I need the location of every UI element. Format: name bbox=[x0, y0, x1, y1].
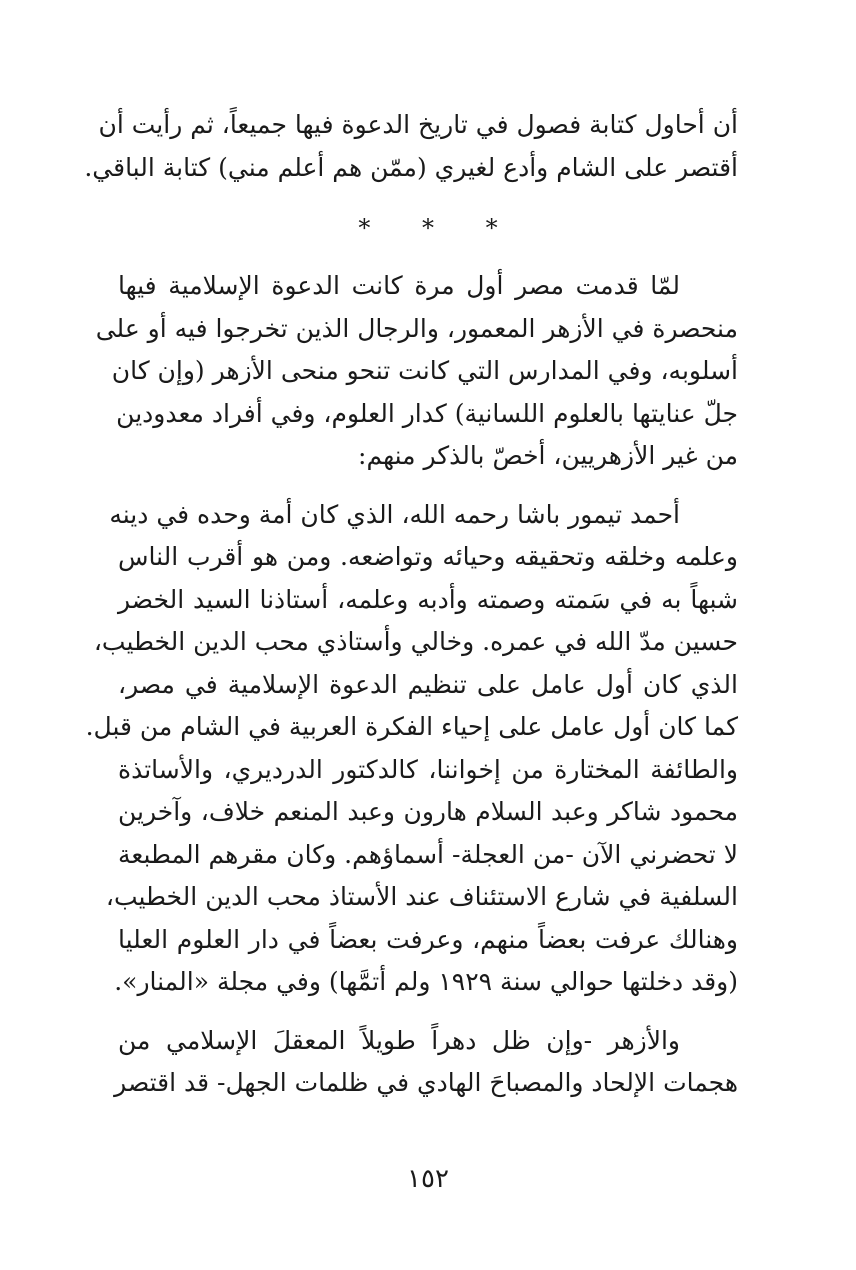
section-separator: * * * bbox=[358, 214, 520, 242]
text-line: أحمد تيمور باشا رحمه الله، الذي كان أمة وحده في دينه bbox=[109, 499, 680, 529]
text-line: أن أحاول كتابة فصول في تاريخ الدعوة فيها جميعاً، ثم رأيت أن bbox=[98, 110, 738, 139]
page-number: ١٥٢ bbox=[407, 1164, 449, 1194]
text-line: جلّ عنايتها بالعلوم اللسانية) كدار العلوم، وفي أفراد معدودين bbox=[116, 398, 738, 428]
text-line: شبهاً به في سَمته وصمته وأدبه وعلمه، أستاذنا السيد الخضر bbox=[118, 584, 738, 614]
text-line: أسلوبه، وفي المدارس التي كانت تنحو منحى الأزهر (وإن كان bbox=[111, 356, 738, 385]
text-line: والأزهر -وإن ظل دهراً طويلاً المعقلَ الإسلامي من bbox=[118, 1025, 680, 1055]
page-body bbox=[84, 104, 738, 1105]
paragraph-3 bbox=[114, 1020, 738, 1105]
text-line: وعلمه وخلقه وتحقيقه وحيائه وتواضعه. ومن هو أقرب الناس bbox=[118, 542, 738, 571]
text-line: (وقد دخلتها حوالي سنة ١٩٢٩ ولم أتمَّها) وفي مجلة «المنار». bbox=[114, 967, 738, 996]
text-line: كما كان أول عامل على إحياء الفكرة العربية في الشام من قبل. bbox=[85, 712, 738, 741]
text-line: لمّا قدمت مصر أول مرة كانت الدعوة الإسلامية فيها bbox=[118, 271, 680, 300]
text-line: لا تحضرني الآن -من العجلة- أسماؤهم. وكان مقرهم المطبعة bbox=[118, 839, 738, 869]
text-line: الذي كان أول عامل على تنظيم الدعوة الإسلامية في مصر، bbox=[118, 669, 738, 699]
text-line: من غير الأزهريين، أخصّ بالذكر منهم: bbox=[358, 441, 738, 470]
paragraph-2 bbox=[85, 494, 738, 1004]
paragraph-1 bbox=[95, 265, 738, 478]
text-line: أقتصر على الشام وأدع لغيري (ممّن هم أعلم مني) كتابة الباقي. bbox=[84, 152, 738, 182]
text-line: منحصرة في الأزهر المعمور، والرجال الذين تخرجوا فيه أو على bbox=[95, 313, 738, 343]
text-line: السلفية في شارع الاستئناف عند الأستاذ محب الدين الخطيب، bbox=[105, 882, 738, 911]
intro-paragraph bbox=[84, 104, 738, 189]
text-line: وهنالك عرفت بعضاً منهم، وعرفت بعضاً في دار العلوم العليا bbox=[118, 924, 738, 954]
text-line: والطائفة المختارة من إخواننا، كالدكتور الدرديري، والأساتذة bbox=[118, 754, 738, 784]
text-line: هجمات الإلحاد والمصباحَ الهادي في ظلمات الجهل- قد اقتصر bbox=[114, 1068, 738, 1097]
text-line: محمود شاكر وعبد السلام هارون وعبد المنعم خلاف، وآخرين bbox=[118, 797, 738, 826]
text-line: حسين مدّ الله في عمره. وخالي وأستاذي محب الدين الخطيب، bbox=[93, 627, 738, 656]
